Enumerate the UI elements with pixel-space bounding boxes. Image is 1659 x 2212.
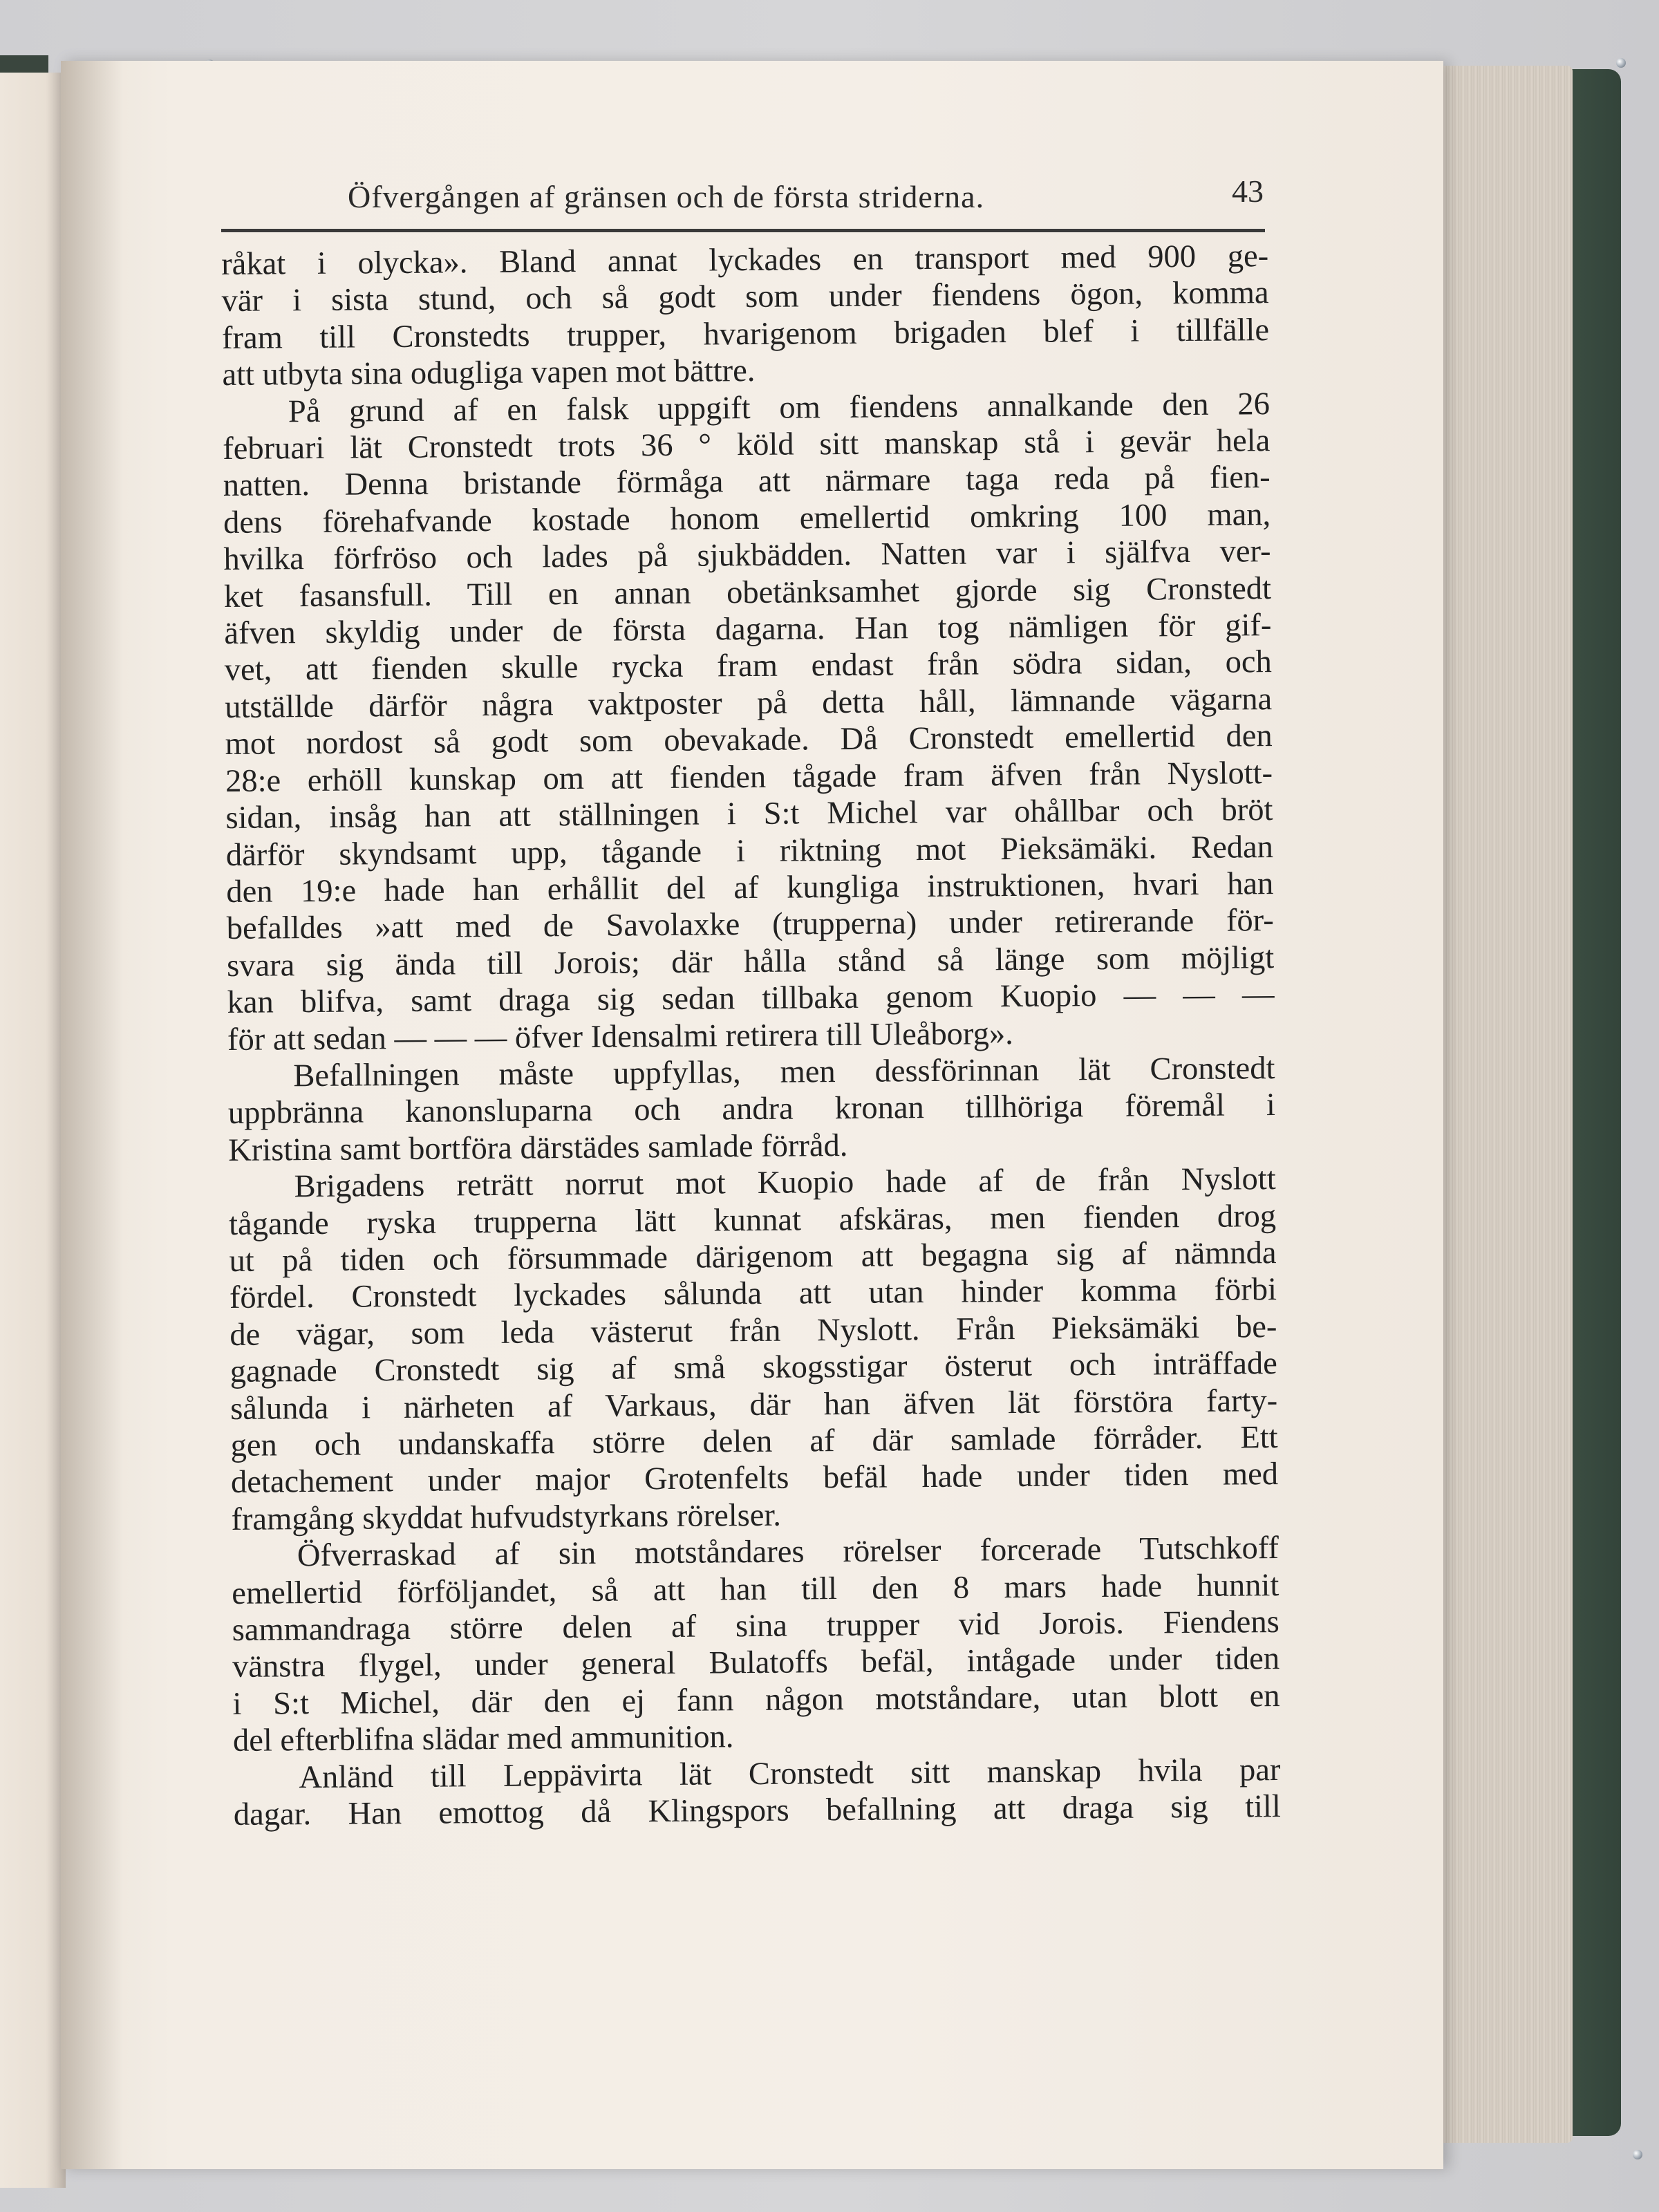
text-line: befalldes »att med de Savolaxke (trupperna) under retirerande för- [226, 903, 1274, 947]
paragraph [233, 1752, 1281, 1834]
text-line: emellertid förföljandet, så att han till den 8 mars hade hunnit [232, 1567, 1280, 1611]
text-line: därför skyndsamt upp, tågande i riktning mot Pieksämäki. Redan [225, 829, 1274, 873]
text-line: tågande ryska trupperna lätt kunnat afskäras, men fienden drog [228, 1198, 1277, 1242]
header-rule [221, 229, 1265, 232]
text-line: i S:t Michel, där den ej fann någon motståndare, utan blott en [232, 1678, 1280, 1722]
text-line: dagar. Han emottog då Klingspors befallning att draga sig till [233, 1789, 1281, 1833]
facing-page-edge [0, 73, 66, 2188]
text-line: fördel. Cronstedt lyckades sålunda att utan hinder komma förbi [229, 1272, 1277, 1316]
text-line: gen och undanskaffa större delen af där samlade förråder. Ett [230, 1420, 1278, 1463]
paragraph [232, 1530, 1280, 1759]
text-line: gagnade Cronstedt sig af små skogsstigar österut och inträffade [229, 1346, 1277, 1390]
text-line: råkat i olycka». Bland annat lyckades en transport med 900 ge- [221, 238, 1269, 282]
text-line: den 19:e hade han erhållit del af kungliga instruktionen, hvari han [226, 865, 1274, 910]
page-stack-edges [1434, 66, 1573, 2143]
gutter-shadow [61, 61, 123, 2169]
text-line: Kristina samt bortföra därstädes samlade förråd. [228, 1127, 848, 1168]
text-line: vet, att fienden skulle rycka fram endast från södra sidan, och [224, 644, 1272, 688]
text-line: utställde därför några vaktposter på detta håll, lämnande vägarna [225, 681, 1273, 725]
text-line: vänstra flygel, under general Bulatoffs befäl, intågade under tiden [232, 1641, 1280, 1685]
page-header [223, 174, 1264, 227]
text-line: äfven skyldig under de första dagarna. Han tog nämligen för gif- [224, 608, 1272, 652]
text-line: detachement under major Grotenfelts befäl hade under tiden med [230, 1456, 1279, 1501]
paragraph [227, 1050, 1275, 1169]
pin-icon [1633, 2150, 1642, 2159]
paragraph [228, 1161, 1278, 1538]
book-cover-left [0, 55, 48, 73]
text-line: att utbyta sina odugliga vapen mot bättre. [222, 353, 756, 393]
text-line: sammandraga större delen af sina trupper vid Jorois. Fiendens [232, 1604, 1280, 1648]
text-line: fram till Cronstedts trupper, hvarigenom brigaden blef i tillfälle [221, 312, 1270, 356]
text-line: ket fasansfull. Till en annan obetänksamhet gjorde sig Cronstedt [223, 570, 1272, 615]
text-line: uppbränna kanonsluparna och andra kronan tillhöriga föremål i [227, 1087, 1276, 1132]
text-line: Befallningen måste uppfyllas, men dessförinnan lät Cronstedt [293, 1051, 1275, 1094]
text-line: svara sig ända till Jorois; där hålla stånd så länge som möjligt [226, 939, 1275, 984]
book-page [61, 61, 1443, 2169]
text-line: Brigadens reträtt norrut mot Kuopio hade af de från Nyslott [294, 1161, 1276, 1205]
text-line: sidan, insåg han att ställningen i S:t Michel var ohållbar och bröt [225, 792, 1273, 836]
text-line: 28:e erhöll kunskap om att fienden tågade fram äfven från Nyslott- [225, 755, 1273, 799]
text-line: för att sedan — — — öfver Idensalmi retirera till Uleåborg». [227, 1015, 1013, 1058]
text-line: februari lät Cronstedt trots 36 ° köld sitt manskap stå i gevär hela [223, 423, 1271, 467]
text-line: de vägar, som leda västerut från Nyslott. Från Pieksämäki be- [229, 1309, 1277, 1353]
text-line: sålunda i närheten af Varkaus, där han äfven lät förstöra farty- [230, 1382, 1278, 1427]
text-line: dens förehafvande kostade honom emellertid omkring 100 man, [223, 496, 1271, 541]
page-number: 43 [1232, 174, 1264, 209]
text-line: På grund af en falsk uppgift om fiendens annalkande den 26 [288, 386, 1271, 429]
body-text [221, 238, 1281, 1833]
text-line: natten. Denna bristande förmåga att närmare taga reda på fien- [223, 460, 1271, 504]
paragraph [221, 238, 1270, 394]
text-line: Anländ till Leppävirta lät Cronstedt sitt manskap hvila par [299, 1752, 1281, 1795]
paragraph [223, 386, 1275, 1058]
text-line: hvilka förfröso och lades på sjukbädden. Natten var i själfva ver- [223, 534, 1271, 578]
text-line: mot nordost så godt som obevakade. Då Cronstedt emellertid den [225, 718, 1273, 762]
running-head: Öfvergången af gränsen och de första striderna. [348, 179, 985, 214]
pin-icon [1616, 58, 1626, 68]
text-line: del efterblifna slädar med ammunition. [232, 1719, 734, 1759]
text-line: vär i sista stund, och så godt som under fiendens ögon, komma [221, 275, 1269, 319]
text-line: ut på tiden och försummade därigenom att begagna sig af nämnda [229, 1235, 1277, 1279]
text-line: Öfverraskad af sin motståndares rörelser forcerade Tutschkoff [297, 1530, 1280, 1574]
text-line: framgång skyddat hufvudstyrkans rörelser. [231, 1497, 782, 1537]
text-line: kan blifva, samt draga sig sedan tillbaka genom Kuopio — — — [227, 977, 1275, 1021]
